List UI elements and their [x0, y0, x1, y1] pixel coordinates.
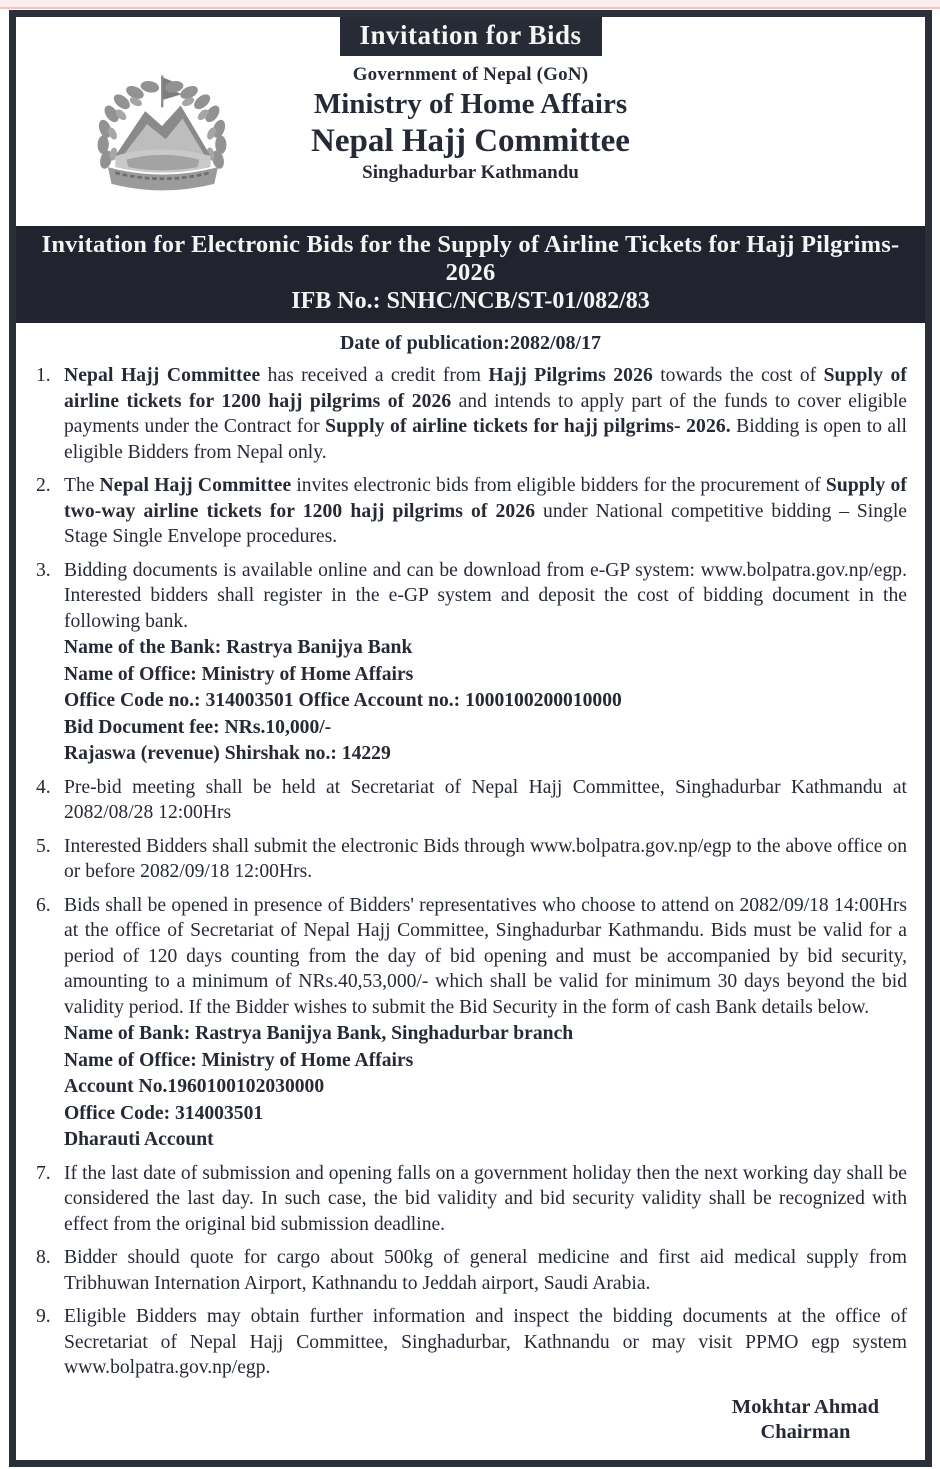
notice-item-text: If the last date of submission and opening falls on a government holiday then the next working day shall be considered the last day. In such case, the bid validity and bid security validity shall be recognized with effect from the original bid submission deadline. [64, 1162, 907, 1235]
signatory-name: Mokhtar Ahmad [731, 1395, 879, 1418]
notice-item-detail-line: Office Code no.: 314003501 Office Account no.: 1000100200010000 [64, 690, 622, 712]
notice-item-number: 4. [36, 776, 51, 798]
invitation-for-bids-label: Invitation for Bids [359, 20, 582, 50]
notice-item [34, 834, 907, 885]
signatory-title: Chairman [760, 1421, 851, 1444]
government-line: Government of Nepal (GoN) [352, 64, 589, 85]
title-banner [16, 226, 925, 323]
title-banner-line1: Invitation for Electronic Bids for the Supply of Airline Tickets for Hajj Pilgrims- 2026 [41, 231, 900, 287]
notice-item [34, 775, 907, 826]
notice-item-detail-line: Name of Bank: Rastrya Banijya Bank, Singhadurbar branch [64, 1023, 574, 1045]
document-header [34, 56, 907, 216]
notice-item-detail-line: Office Code: 314003501 [64, 1102, 264, 1124]
notice-item-text: Pre-bid meeting shall be held at Secretariat of Nepal Hajj Committee, Singhadurbar Kathmandu at 2082/08/28 12:00Hrs [64, 776, 907, 824]
page-top-strip [0, 0, 940, 9]
notice-item-text: The Nepal Hajj Committee invites electronic bids from eligible bidders for the procurement of Supply of two-way airline tickets for 1200 hajj pilgrims of 2026 under National competitive bidding – Single Stage Single Envelope procedures. [64, 475, 907, 548]
notice-list [34, 363, 907, 1381]
publication-date: Date of publication:2082/08/17 [339, 332, 602, 355]
committee-line: Nepal Hajj Committee [311, 123, 630, 159]
notice-item-number: 5. [36, 835, 51, 857]
invitation-for-bids-banner [340, 17, 602, 56]
notice-item-number: 9. [36, 1306, 51, 1328]
notice-item-number: 7. [36, 1162, 51, 1184]
notice-item-detail-line: Name of the Bank: Rastrya Banijya Bank [64, 637, 413, 659]
notice-item [34, 363, 907, 465]
notice-item [34, 473, 907, 550]
notice-item-number: 3. [36, 559, 51, 581]
notice-item-text: Eligible Bidders may obtain further information and inspect the bidding documents at the office of Secretariat of Nepal Hajj Committee, Singhadurbar, Kathnandu or may visit PPMO egp system www.bolpatra.gov.np/egp. [64, 1306, 907, 1379]
notice-item-detail-line: Account No.1960100102030000 [64, 1076, 325, 1098]
notice-item-number: 2. [36, 475, 51, 497]
notice-item [34, 1245, 907, 1296]
ministry-line: Ministry of Home Affairs [313, 88, 628, 120]
notice-item-detail-line: Rajaswa (revenue) Shirshak no.: 14229 [64, 743, 391, 765]
notice-item [34, 1161, 907, 1238]
notice-item-number: 8. [36, 1247, 51, 1269]
notice-item-text: Interested Bidders shall submit the electronic Bids through www.bolpatra.gov.np/egp to the above office on or before 2082/09/18 12:00Hrs. [64, 835, 907, 883]
notice-item [34, 893, 907, 1153]
notice-item-text: Bids shall be opened in presence of Bidders' representatives who choose to attend on 2082/09/18 14:00Hrs at the office of Secretariat of Nepal Hajj Committee, Singhadurbar Kathmandu. Bids must be valid for a period of 120 days counting from the day of bid opening and must be accompanied by bid security, amounting to a minimum of NRs.40,53,000/- which shall be valid for minimum 30 days beyond the bid validity period. If the Bidder wishes to submit the Bid Security in the form of cash Bank details below. [64, 894, 907, 1018]
address-line: Singhadurbar Kathmandu [362, 162, 579, 183]
title-banner-line2: IFB No.: SNHC/NCB/ST-01/082/83 [291, 288, 650, 315]
notice-item [34, 558, 907, 767]
nepal-government-emblem-logo [62, 70, 262, 210]
notice-item [34, 1304, 907, 1381]
notice-item-detail-line: Bid Document fee: NRs.10,000/- [64, 716, 332, 738]
notice-item-number: 6. [36, 894, 51, 916]
notice-item-detail-line: Name of Office: Ministry of Home Affairs [64, 1049, 414, 1071]
notice-item-detail-line: Name of Office: Ministry of Home Affairs [64, 663, 414, 685]
notice-item-text: Bidding documents is available online and can be download from e-GP system: www.bolpatra.gov.np/egp. Interested bidders shall register in the e-GP system and deposit the cost of bidding document in the following bank. [64, 559, 907, 632]
signature-block [34, 1395, 907, 1446]
notice-item-detail-line: Dharauti Account [64, 1129, 214, 1151]
notice-item-text: Bidder should quote for cargo about 500kg of general medicine and first aid medical supply from Tribhuwan Internation Airport, Kathnandu to Jeddah airport, Saudi Arabia. [64, 1247, 907, 1294]
bid-notice-document [9, 10, 932, 1467]
notice-item-text: Nepal Hajj Committee has received a credit from Hajj Pilgrims 2026 towards the cost of Supply of airline tickets for 1200 hajj pilgrims of 2026 and intends to apply part of the funds to cover eligible payments under the Contract for Supply of airline tickets for hajj pilgrims- 2026. Bidding is open to all eligible Bidders from Nepal only. [64, 365, 908, 463]
notice-item-number: 1. [36, 365, 51, 387]
